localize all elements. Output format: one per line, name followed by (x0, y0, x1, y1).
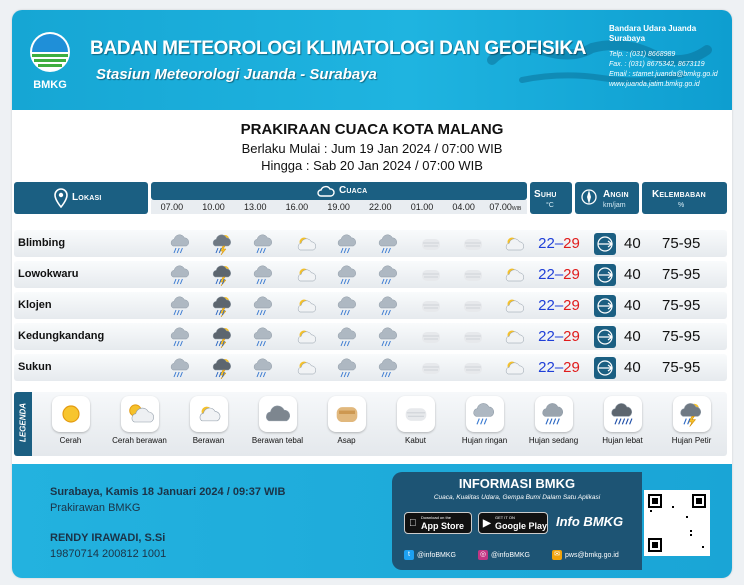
time-1: 10.00 (202, 202, 225, 212)
fog-icon (452, 262, 494, 287)
wind-direction-icon (594, 295, 616, 317)
smoke-icon (328, 396, 366, 432)
time-row (151, 200, 527, 214)
station-name: Stasiun Meteorologi Juanda - Surabaya (96, 66, 377, 83)
play-icon: ▶ (483, 518, 491, 529)
cloudy-icon (285, 293, 327, 318)
row-humidity: 75-95 (662, 235, 701, 252)
row-temperature: 22–29 (538, 266, 580, 283)
info-bmkg-panel (392, 472, 642, 570)
twitter-link[interactable] (404, 550, 456, 560)
valid-to: Hingga : Sab 20 Jan 2024 / 07:00 WIB (261, 158, 483, 173)
fog-icon (410, 355, 452, 380)
time-4: 19.00 (327, 202, 350, 212)
row-location: Kedungkandang (18, 330, 105, 342)
mail-icon: ✉ (552, 550, 562, 560)
forecaster-name: RENDY IRAWADI, S.Si (50, 532, 166, 544)
time-8 (485, 200, 527, 214)
rain-light-icon (243, 293, 285, 318)
cloudy-icon (285, 231, 327, 256)
legend-label: Berawan (192, 436, 225, 445)
contact-name: Bandara Udara Juanda Surabaya (609, 24, 697, 43)
logo-text: BMKG (33, 79, 67, 91)
thunder-rain-icon (202, 262, 244, 287)
time-3: 16.00 (285, 202, 309, 212)
temp-min: 22 (538, 359, 555, 376)
row-humidity: 75-95 (662, 359, 701, 376)
time-suffix: WIB (511, 206, 522, 212)
temp-min: 22 (538, 266, 555, 283)
temp-max: 29 (563, 235, 580, 252)
rain-light-icon (160, 355, 202, 380)
thunder-rain-icon (202, 293, 244, 318)
table-row (14, 354, 727, 381)
time-5: 22.00 (369, 202, 392, 212)
fog-icon (410, 293, 452, 318)
header-banner (12, 10, 732, 110)
time-6: 01.00 (410, 202, 434, 212)
legend-item (381, 396, 450, 454)
cloudy-icon (494, 231, 536, 256)
rain-light-icon (160, 293, 202, 318)
google-play-button[interactable] (478, 512, 548, 534)
row-wind: 40 (624, 359, 641, 376)
legend-label: Cerah (59, 436, 82, 445)
time-0: 07.00 (160, 202, 184, 212)
legend-item (105, 396, 174, 454)
contact-info (609, 24, 732, 90)
rain-light-icon (243, 262, 285, 287)
rain-light-icon (327, 293, 369, 318)
legend-item (450, 396, 519, 454)
legend-tag (14, 392, 32, 456)
app-store-button[interactable] (404, 512, 472, 534)
row-location: Sukun (18, 361, 52, 373)
legend-label: Hujan lebat (602, 436, 643, 445)
temp-max: 29 (563, 266, 580, 283)
rain-light-icon (466, 396, 504, 432)
legend-label: Hujan Petir (671, 436, 712, 445)
qr-code-icon[interactable] (644, 490, 710, 556)
fog-icon (410, 231, 452, 256)
thunder-rain-icon (202, 324, 244, 349)
cuaca-label: Cuaca (339, 185, 368, 196)
row-temperature: 22–29 (538, 359, 580, 376)
footer-banner (12, 464, 732, 578)
thunder-icon (202, 231, 244, 256)
row-humidity: 75-95 (662, 297, 701, 314)
legend-item (174, 396, 243, 454)
cloudy-icon (494, 324, 536, 349)
email-address: pws@bmkg.go.id (565, 551, 619, 559)
row-temperature: 22–29 (538, 235, 580, 252)
column-header-kelembaban (642, 182, 727, 214)
rain-light-icon (327, 355, 369, 380)
row-weather-icons (160, 293, 536, 318)
thunder-rain-icon (202, 355, 244, 380)
forecast-poster (12, 10, 732, 578)
legend-item (657, 396, 726, 454)
rain-light-icon (160, 324, 202, 349)
legend-label: Kabut (405, 436, 426, 445)
issue-date: Surabaya, Kamis 18 Januari 2024 / 09:37 WIB (50, 486, 286, 498)
fog-icon (452, 293, 494, 318)
table-row (14, 261, 727, 288)
contact-fax: Fax. : (031) 8675342, 8673119 (609, 61, 705, 68)
temp-min: 22 (538, 328, 555, 345)
location-pin-icon (54, 188, 68, 208)
row-humidity: 75-95 (662, 266, 701, 283)
row-location: Blimbing (18, 237, 66, 249)
legend-panel (14, 392, 727, 456)
sun-icon (52, 396, 90, 432)
kelembaban-unit: % (678, 202, 685, 209)
legend-label: Berawan tebal (251, 436, 304, 445)
info-subtitle: Cuaca, Kualitas Udara, Gempa Bumi Dalam Satu Aplikasi (433, 494, 601, 501)
column-header-lokasi (14, 182, 148, 214)
google-play-label: Google Play (495, 521, 548, 531)
info-bmkg-brand: Info BMKG (556, 514, 624, 529)
rain-light-icon (243, 231, 285, 256)
fog-icon (452, 324, 494, 349)
legend-item (519, 396, 588, 454)
temp-min: 22 (538, 235, 555, 252)
legend-item (588, 396, 657, 454)
cloudy-icon (494, 293, 536, 318)
fog-icon (410, 262, 452, 287)
row-weather-icons (160, 231, 536, 256)
rain-heavy-icon (604, 396, 642, 432)
forecast-title: PRAKIRAAN CUACA KOTA MALANG (240, 121, 504, 138)
angin-label: Angin (603, 189, 629, 200)
kelembaban-label: Kelembaban (652, 189, 706, 200)
email-link[interactable] (552, 550, 619, 560)
legend-item (312, 396, 381, 454)
table-row (14, 323, 727, 350)
valid-from: Berlaku Mulai : Jum 19 Jan 2024 / 07:00 WIB (241, 141, 503, 156)
cloudy-icon (285, 262, 327, 287)
suhu-label: Suhu (534, 189, 557, 200)
row-wind: 40 (624, 235, 641, 252)
row-wind: 40 (624, 297, 641, 314)
cloud-icon (317, 184, 335, 198)
rain-light-icon (368, 355, 410, 380)
legend-item (36, 396, 105, 454)
column-header-angin (575, 182, 639, 214)
row-weather-icons (160, 355, 536, 380)
contact-web: www.juanda.jatim.bmkg.go.id (609, 81, 700, 88)
wind-direction-icon (594, 357, 616, 379)
cloudy-icon (190, 396, 228, 432)
legend-items (36, 396, 726, 454)
wind-direction-icon (594, 326, 616, 348)
cloudy-icon (494, 355, 536, 380)
time-2: 13.00 (243, 202, 267, 212)
legend-tag-label: LEGENDA (18, 402, 28, 443)
twitter-icon: t (404, 550, 414, 560)
instagram-handle: @infoBMKG (491, 551, 531, 559)
app-store-label: App Store (421, 521, 465, 531)
rain-light-icon (368, 324, 410, 349)
rain-light-icon (160, 231, 202, 256)
row-weather-icons (160, 324, 536, 349)
lokasi-label: Lokasi (72, 192, 102, 203)
sun-cloud-icon (121, 396, 159, 432)
column-header-suhu (530, 182, 572, 214)
org-name: BADAN METEOROLOGI KLIMATOLOGI DAN GEOFISIKA (90, 38, 587, 59)
time-7: 04.00 (452, 202, 475, 212)
app-store-small: Download on the (421, 515, 452, 520)
legend-label: Cerah berawan (112, 436, 167, 445)
rain-light-icon (327, 324, 369, 349)
cloudy-icon (494, 262, 536, 287)
rain-light-icon (243, 324, 285, 349)
contact-telp: Telp. : (031) 8668989 (609, 51, 676, 58)
rain-moderate-icon (535, 396, 573, 432)
fog-icon (452, 355, 494, 380)
contact-email: Email : stamet.juanda@bmkg.go.id (609, 71, 718, 78)
rain-light-icon (327, 262, 369, 287)
google-play-small: GET IT ON (495, 515, 515, 520)
time-8-value: 07.00 (489, 202, 512, 212)
row-weather-icons (160, 262, 536, 287)
column-header-cuaca (151, 182, 527, 200)
row-location: Klojen (18, 299, 52, 311)
row-location: Lowokwaru (18, 268, 79, 280)
instagram-link[interactable] (478, 550, 530, 560)
overcast-icon (259, 396, 297, 432)
temp-max: 29 (563, 297, 580, 314)
cloudy-icon (285, 355, 327, 380)
forecaster-role: Prakirawan BMKG (50, 502, 141, 514)
legend-label: Hujan sedang (528, 436, 579, 445)
row-temperature: 22–29 (538, 297, 580, 314)
row-wind: 40 (624, 328, 641, 345)
fog-icon (452, 231, 494, 256)
legend-label: Asap (337, 436, 356, 445)
wind-direction-icon (594, 233, 616, 255)
row-wind: 40 (624, 266, 641, 283)
fog-icon (397, 396, 435, 432)
thunder-icon (673, 396, 711, 432)
rain-light-icon (368, 231, 410, 256)
angin-unit: km/jam (603, 202, 626, 209)
rain-light-icon (368, 293, 410, 318)
table-row (14, 292, 727, 319)
twitter-handle: @infoBMKG (417, 551, 457, 559)
rain-light-icon (327, 231, 369, 256)
rain-light-icon (243, 355, 285, 380)
temp-max: 29 (563, 359, 580, 376)
row-temperature: 22–29 (538, 328, 580, 345)
bmkg-logo-icon (26, 30, 74, 94)
cloudy-icon (285, 324, 327, 349)
legend-label: Hujan ringan (461, 436, 508, 445)
wind-direction-icon (594, 264, 616, 286)
forecaster-nip: 19870714 200812 1001 (50, 548, 167, 560)
instagram-icon: ◎ (479, 551, 487, 558)
rain-light-icon (160, 262, 202, 287)
rain-light-icon (368, 262, 410, 287)
table-row (14, 230, 727, 257)
suhu-unit: °C (546, 202, 554, 209)
temp-max: 29 (563, 328, 580, 345)
wind-compass-icon (579, 187, 599, 207)
info-title: INFORMASI BMKG (458, 476, 576, 491)
fog-icon (410, 324, 452, 349)
temp-min: 22 (538, 297, 555, 314)
row-humidity: 75-95 (662, 328, 701, 345)
legend-item (243, 396, 312, 454)
apple-icon (409, 518, 417, 529)
